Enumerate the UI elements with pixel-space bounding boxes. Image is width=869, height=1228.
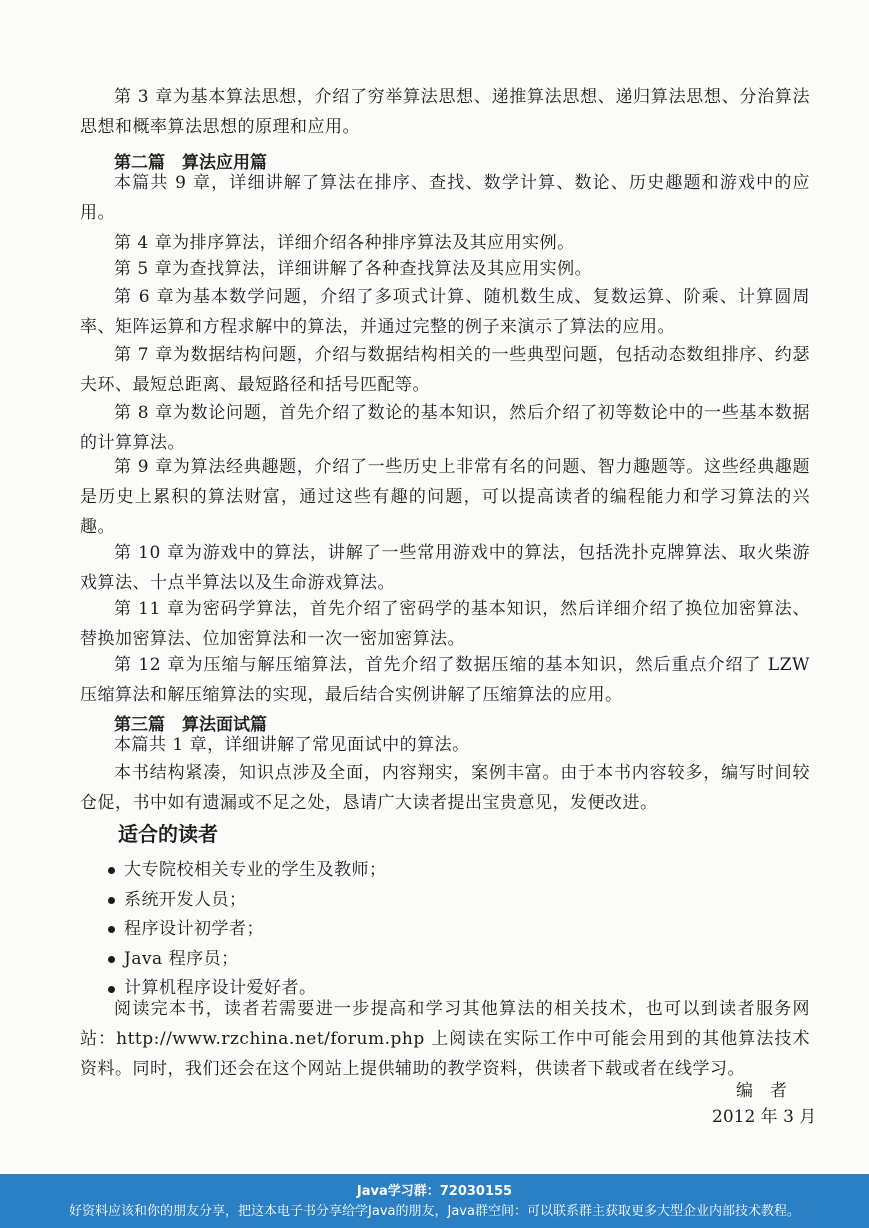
signature-date: 2012 年 3 月 [712,1107,817,1127]
paragraph-ch6: 第 6 章为基本数学问题，介绍了多项式计算、随机数生成、复数运算、阶乘、计算圆周率、矩阵运算和方程求解中的算法，并通过完整的例子来演示了算法的应用。 [80,287,810,337]
bullet-icon [108,926,115,933]
bullet-icon [108,986,115,993]
paragraph-ch9: 第 9 章为算法经典趣题，介绍了一些历史上非常有名的问题、智力趣题等。这些经典趣题是历史上累积的算法财富，通过这些有趣的问题，可以提高读者的编程能力和学习算法的兴趣。 [80,457,810,537]
paragraph-ch10: 第 10 章为游戏中的算法，讲解了一些常用游戏中的算法，包括洗扑克牌算法、取火柴游戏算法、十点半算法以及生命游戏算法。 [80,543,810,593]
part2-title: 第二篇 算法应用篇 [114,153,267,173]
list-item: 大专院校相关专业的学生及教师； [108,856,387,886]
paragraph-ch12: 第 12 章为压缩与解压缩算法，首先介绍了数据压缩的基本知识，然后重点介绍了 LZW 压缩算法和解压缩算法的实现，最后结合实例讲解了压缩算法的应用。 [80,655,810,705]
signature-author: 编 者 [736,1081,787,1101]
paragraph-ch7: 第 7 章为数据结构问题，介绍与数据结构相关的一些典型问题，包括动态数组排序、约瑟夫环、最短总距离、最短路径和括号匹配等。 [80,345,810,395]
paragraph-ch8: 第 8 章为数论问题，首先介绍了数论的基本知识，然后介绍了初等数论中的一些基本数据的计算算法。 [80,403,810,453]
list-item: Java 程序员； [108,945,387,975]
footer-group-line: Java学习群：72030155 [356,1184,513,1199]
paragraph-summary: 本书结构紧凑，知识点涉及全面，内容翔实，案例丰富。由于本书内容较多，编写时间较仓促，书中如有遗漏或不足之处，恳请广大读者提出宝贵意见，发便改进。 [80,763,810,813]
readers-list [108,856,387,1004]
paragraph-ch5: 第 5 章为查找算法，详细讲解了各种查找算法及其应用实例。 [114,259,593,279]
paragraph-ch4: 第 4 章为排序算法，详细介绍各种排序算法及其应用实例。 [114,233,575,253]
bullet-icon [108,897,115,904]
footer-share-line: 好资料应该和你的朋友分享，把这本电子书分享给学Java的朋友，Java群空间：可以联系群主获取更多大型企业内部技术教程。 [69,1204,800,1219]
bullet-icon [108,867,115,874]
paragraph-part3-intro: 本篇共 1 章，详细讲解了常见面试中的算法。 [114,735,470,755]
paragraph-readers-closing: 阅读完本书，读者若需要进一步提高和学习其他算法的相关技术，也可以到读者服务网站：http://www.rzchina.net/forum.php 上阅读在实际工作中可能会用到的其他算法技术资料。同时，我们还会在这个网站上提供辅助的教学资料，供读者下载或者在线学习。 [80,999,810,1079]
footer-banner [0,1174,869,1228]
part3-title: 第三篇 算法面试篇 [114,715,267,735]
list-item: 计算机程序设计爱好者。 [108,974,387,1004]
paragraph-part2-intro: 本篇共 9 章，详细讲解了算法在排序、查找、数学计算、数论、历史趣题和游戏中的应用。 [80,173,810,223]
list-item: 程序设计初学者； [108,915,387,945]
paragraph-ch3: 第 3 章为基本算法思想，介绍了穷举算法思想、递推算法思想、递归算法思想、分治算法思想和概率算法思想的原理和应用。 [80,87,810,137]
paragraph-ch11: 第 11 章为密码学算法，首先介绍了密码学的基本知识，然后详细介绍了换位加密算法、替换加密算法、位加密算法和一次一密加密算法。 [80,599,810,649]
readers-heading: 适合的读者 [118,822,218,846]
bullet-icon [108,956,115,963]
list-item: 系统开发人员； [108,886,387,916]
